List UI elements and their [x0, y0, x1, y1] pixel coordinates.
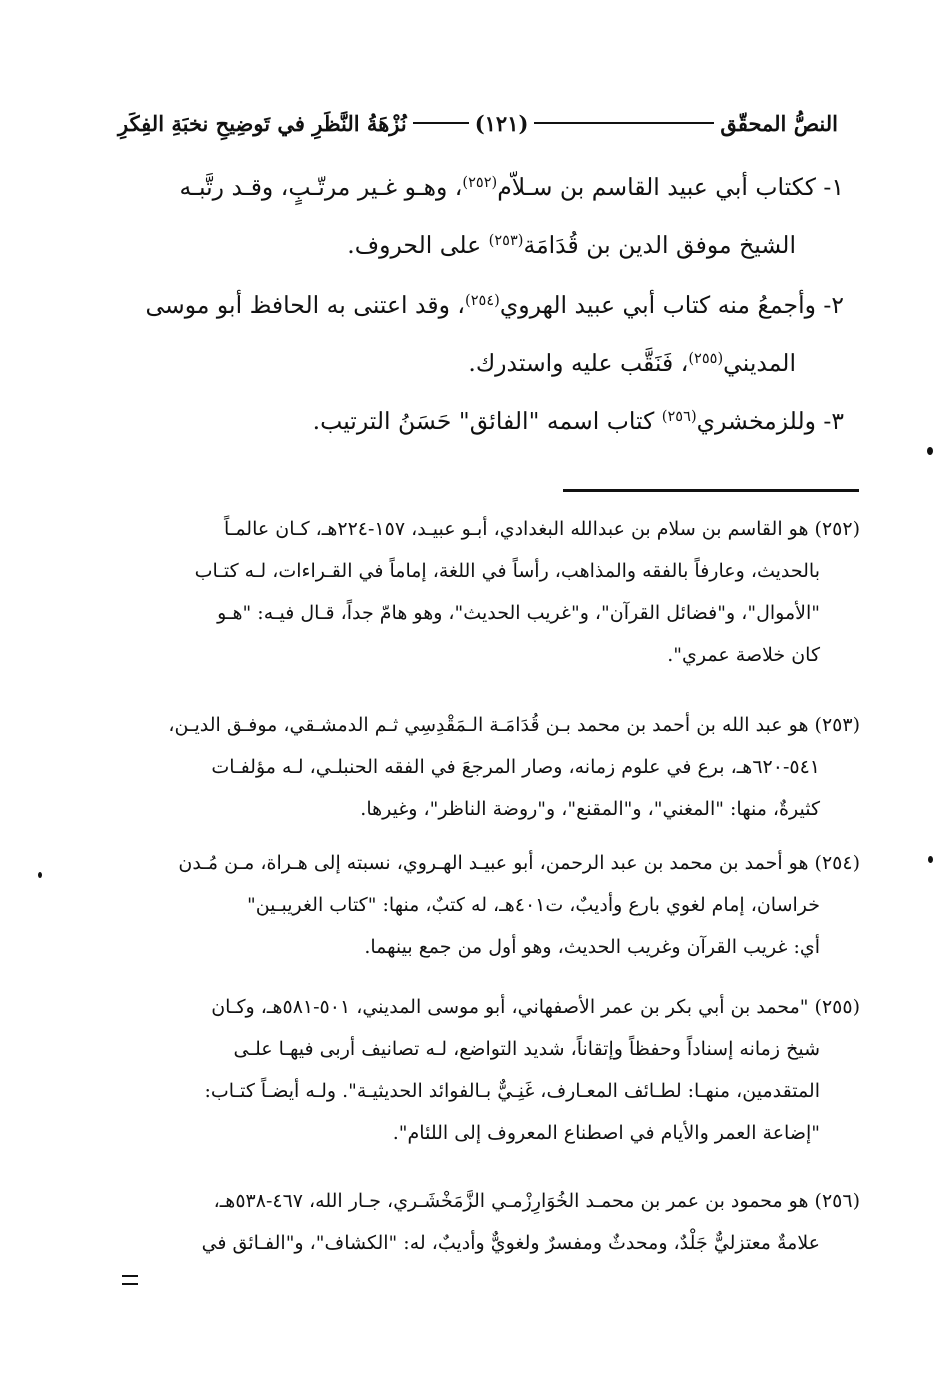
footnote-256	[118, 1180, 860, 1264]
footnote-line: (٢٥٢) هو القاسم بن سلام بن عبدالله البغدادي، أبـو عبيـد، ١٥٧-٢٢٤هـ، كـان عالمـاً	[223, 518, 860, 540]
footnote-252	[118, 508, 860, 676]
footnote-line: بالحديث، وعارفاً بالفقه والمذاهب، رأساً في اللغة، إماماً في القـراءات، لـه كتـاب	[194, 560, 820, 582]
footnote-line: (٢٥٦) هو محمود بن عمر بن محمـد الخُوَارِزْمـي الزَّمَخْشَـري، جـار الله، ٤٦٧-٥٣٨هـ،	[213, 1190, 860, 1212]
footnote-255	[118, 986, 860, 1154]
footnote-ref: (٢٥٣)	[488, 232, 524, 249]
footnote-line: شيخ زمانه إسناداً وحفظاً وإتقاناً، شديد التواضع، لـه تصانيف أربى فيهـا علـى	[233, 1038, 820, 1060]
footnote-ref: (٢٥٥)	[688, 350, 724, 367]
footnote-ref: (٢٥٦)	[661, 408, 697, 425]
footnote-line: كان خلاصة عمري".	[667, 644, 820, 666]
footnote-line: كثيرةٌ، منها: "المغني"، و"المقنع"، و"روضة الناظر"، وغيرها.	[360, 798, 820, 820]
main-item-3	[118, 392, 844, 450]
footnote-line: خراسان، إمام لغوي بارع وأديبٌ، ت٤٠١هـ، له كتبٌ، منها: "كتاب الغريبـين"	[246, 894, 820, 916]
footnote-line: (٢٥٣) هو عبد الله بن أحمد بن محمد بـن قُدَامَـة الـمَقْدِسِي ثـم الدمشـقي، موفـق الديـن،	[168, 714, 860, 736]
footnote-253	[118, 704, 860, 830]
scan-speck	[38, 872, 42, 878]
header-rule-left	[413, 122, 469, 124]
footnote-ref: (٢٥٤)	[465, 292, 500, 309]
footnote-line: (٢٥٤) هو أحمد بن محمد بن عبد الرحمن، أبو عبيـد الهـروي، نسبته إلى هـراة، مـن مُـدن	[178, 852, 860, 874]
header-rule-right	[534, 122, 714, 124]
running-header	[118, 100, 838, 146]
page-number: (١٢١)	[474, 110, 529, 136]
footnote-ref: (٢٥٢)	[462, 174, 498, 191]
footnote-separator	[563, 489, 859, 492]
main-item-1	[118, 158, 844, 274]
footnote-line: ٥٤١-٦٢٠هـ، برع في علوم زمانه، وصار المرجعَ في الفقه الحنبلـي، لـه مؤلفـات	[211, 756, 820, 778]
footnote-line: المتقدمين، منهـا: لطـائف المعـارف، غَنِـيٌّ بـالفوائد الحديثيـة". ولـه أيضـاً كتـاب:	[204, 1080, 820, 1102]
footnote-line: علامةٌ معتزليٌّ جَلْدٌ، ومحدثٌ ومفسرٌ ولغويٌّ وأديبٌ، له: "الكشاف"، و"الفـائق في	[201, 1232, 820, 1254]
continuation-mark	[122, 1275, 138, 1285]
footnote-line: أي: غريب القرآن وغريب الحديث، وهو أول من جمع بينهما.	[364, 936, 820, 958]
main-line: ٣- وللزمخشري$^{(٢٥٦)}$ كتاب اسمه "الفائق" حَسَنُ الترتيب.	[312, 407, 844, 435]
main-line: ٢- وأجمعُ منه كتاب أبي عبيد الهروي$^{(٢٥٤)}$، وقد اعتنى به الحافظ أبو موسى	[145, 291, 844, 319]
main-line: المديني$^{(٢٥٥)}$، فَنَقَّب عليه واستدرك.	[468, 349, 796, 377]
main-item-2	[118, 276, 844, 392]
scan-speck	[927, 447, 933, 455]
main-line: الشيخ موفق الدين بن قُدَامَة$^{(٢٥٣)}$ على الحروف.	[347, 231, 796, 259]
scan-speck	[928, 856, 933, 863]
header-left-title: نُزْهَةُ النَّظَرِ في تَوضِيحِ نخبَةِ الفِكَرِ	[118, 110, 407, 136]
main-line: ١- ككتاب أبي عبيد القاسم بن سـلاّم$^{(٢٥٢)}$، وهـو غـير مرتّـبٍ، وقـد رتَّبـه	[179, 173, 844, 201]
footnote-line: (٢٥٥) "محمد بن أبي بكر بن عمر الأصفهاني، أبو موسى المديني، ٥٠١-٥٨١هـ، وكـان	[211, 996, 860, 1018]
footnote-line: "الأموال"، و"فضائل القرآن"، و"غريب الحديث"، وهو هامّ جداً، قـال فيـه: "هـو	[217, 602, 820, 624]
footnote-line: "إضاعة العمر والأيام في اصطناع المعروف إلى اللئام".	[392, 1122, 820, 1144]
header-right-title: النصُّ المحقّق	[720, 110, 838, 136]
footnote-254	[118, 842, 860, 968]
